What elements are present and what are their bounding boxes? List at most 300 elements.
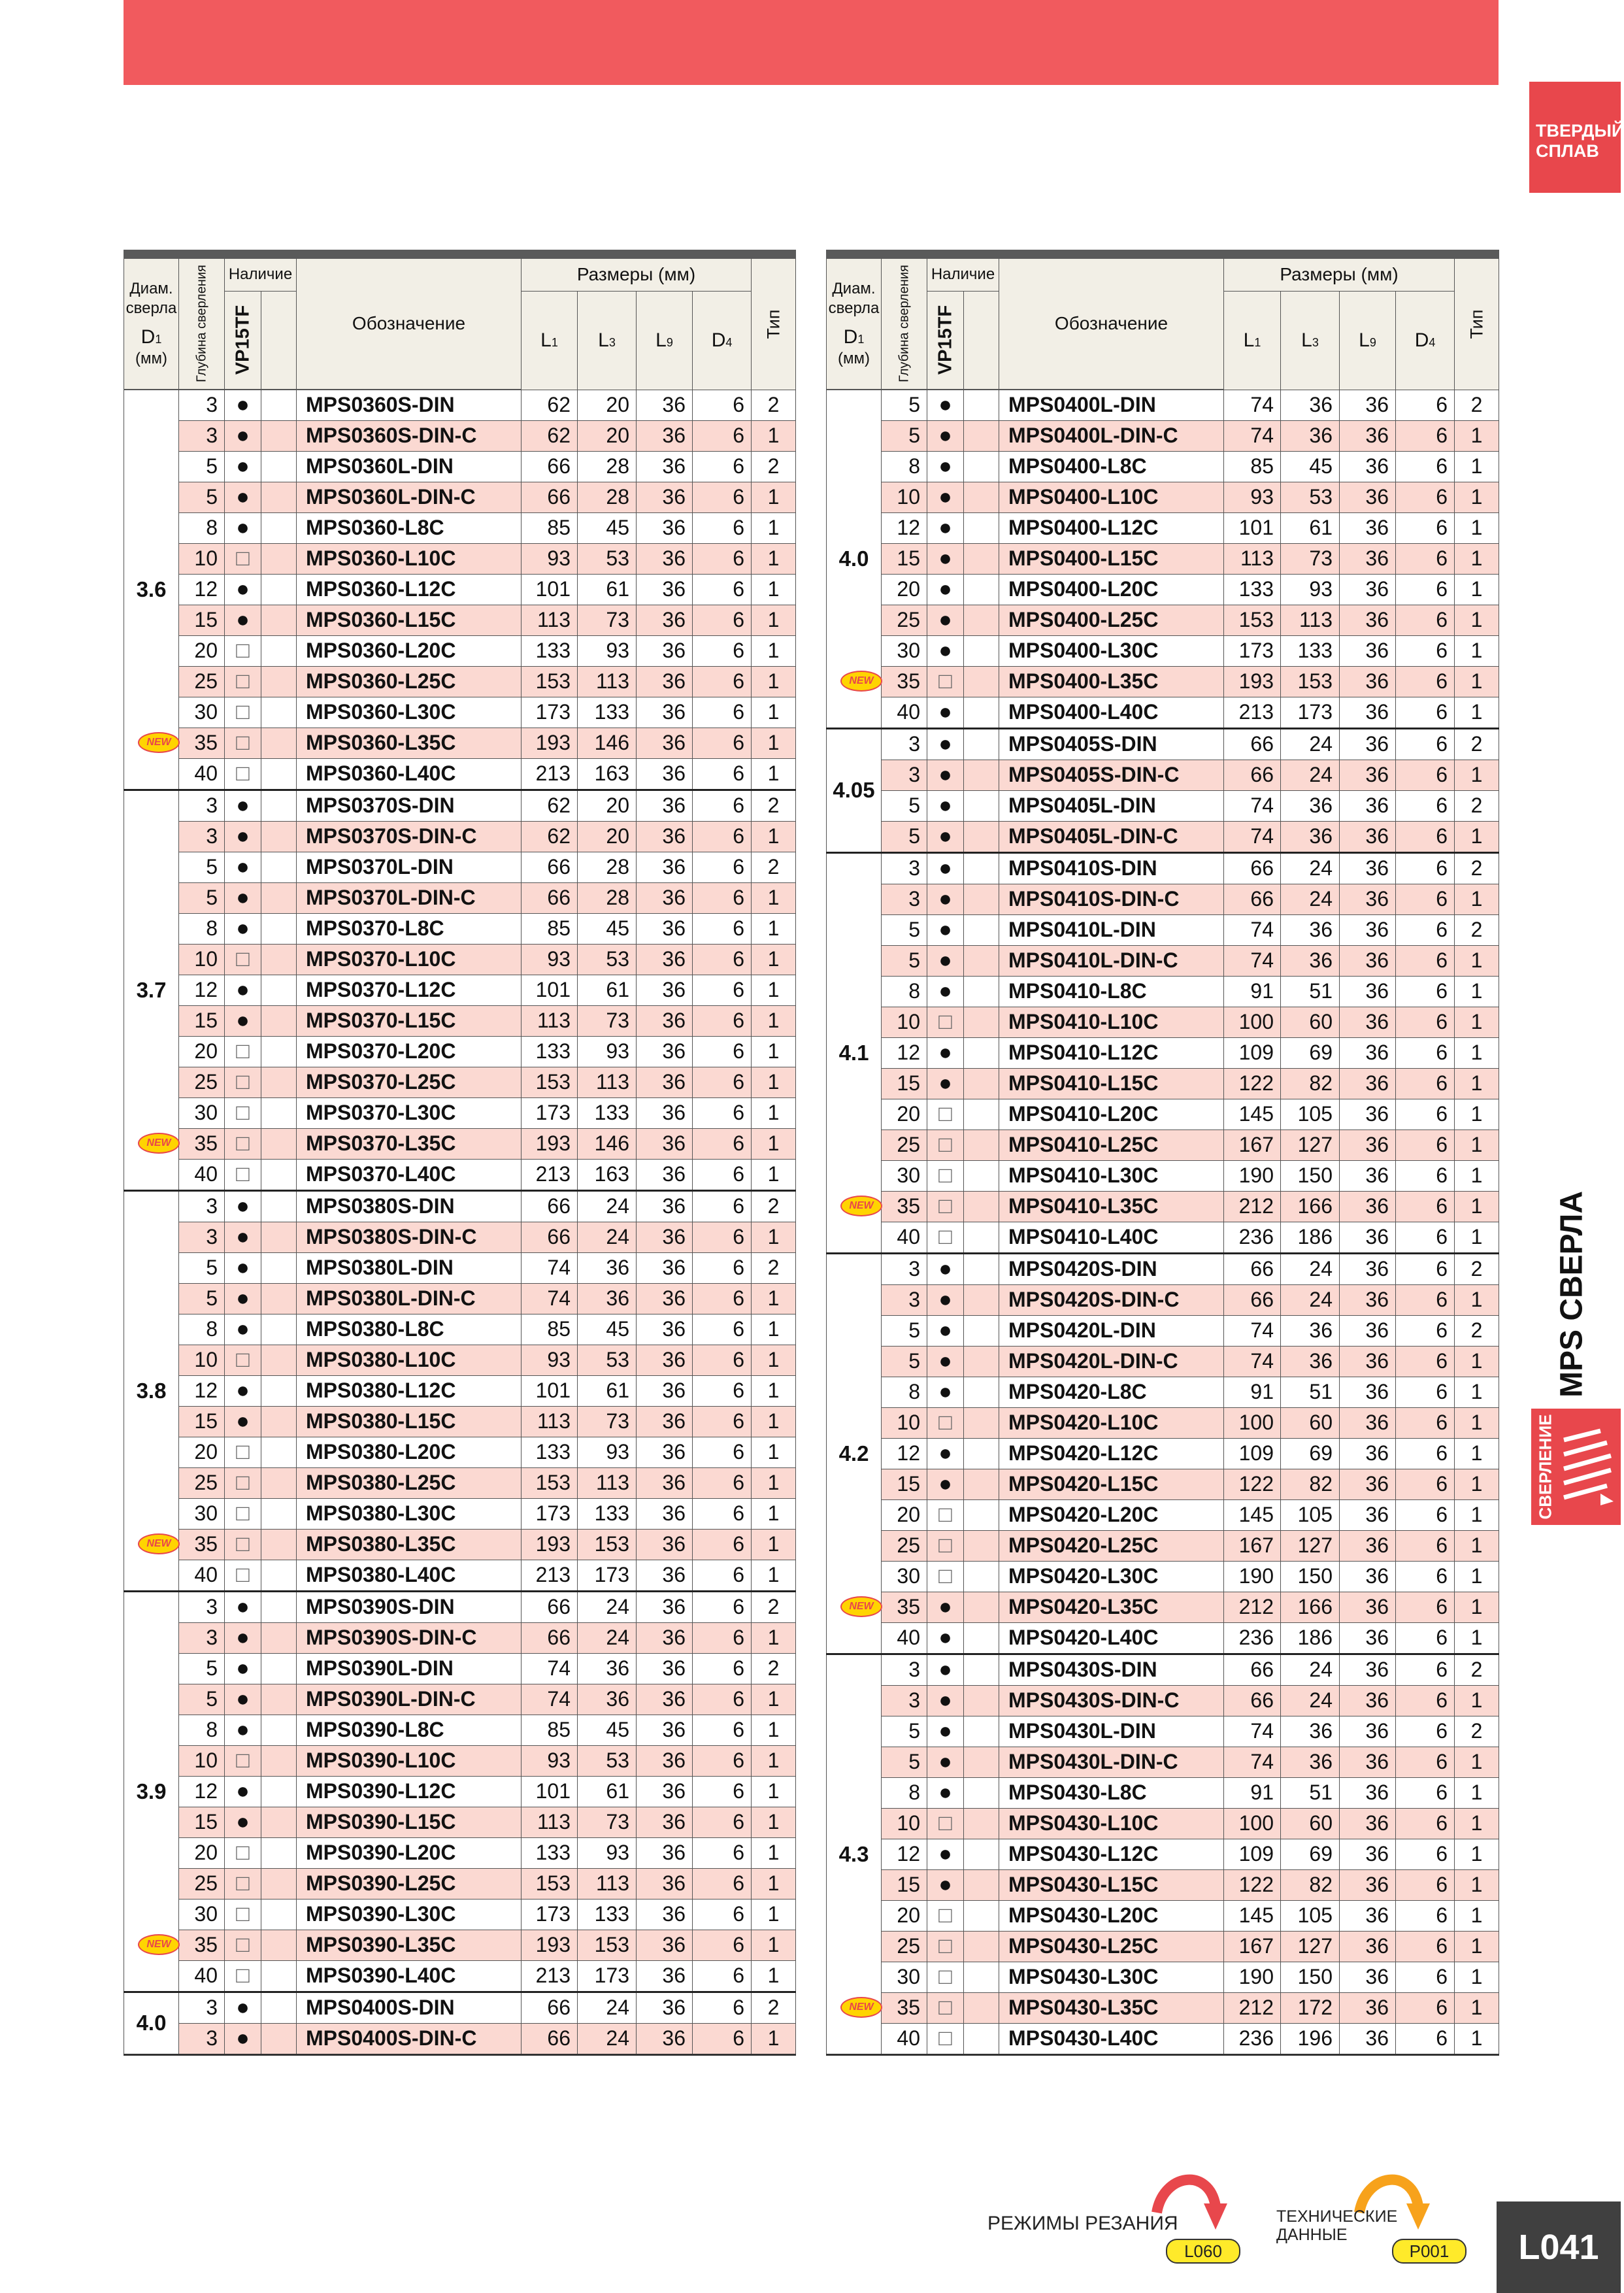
- l9-cell: 36: [637, 852, 693, 882]
- d4-cell: 6: [693, 1190, 752, 1222]
- l9-cell: 36: [1340, 1808, 1396, 1839]
- l9-cell: 36: [1340, 884, 1396, 914]
- l9-cell: 36: [1340, 2023, 1396, 2054]
- l9-cell: 36: [637, 1745, 693, 1776]
- in-stock-icon: ●: [927, 760, 964, 790]
- type-cell: 1: [752, 1406, 796, 1437]
- table-row: [827, 1499, 1499, 1530]
- l1-cell: 193: [522, 1128, 578, 1159]
- code-cell: MPS0380-L40C: [297, 1560, 522, 1591]
- table-row: [124, 482, 796, 512]
- d4-cell: 6: [1396, 1622, 1455, 1654]
- l3-cell: 166: [1281, 1592, 1340, 1622]
- page-number: L041: [1497, 2201, 1621, 2293]
- code-cell: MPS0430S-DIN: [999, 1654, 1224, 1685]
- depth-cell: 10: [882, 1808, 927, 1839]
- in-stock-icon: ●: [927, 976, 964, 1007]
- l9-cell: 36: [1340, 1407, 1396, 1438]
- availability-blank-cell: [964, 790, 999, 821]
- in-stock-icon: ●: [927, 482, 964, 512]
- code-cell: MPS0410-L40C: [999, 1222, 1224, 1253]
- code-cell: MPS0380-L12C: [297, 1375, 522, 1406]
- in-stock-icon: ●: [927, 1869, 964, 1900]
- spec-table-left: [124, 250, 796, 2056]
- type-cell: 1: [1455, 1007, 1499, 1037]
- type-cell: 1: [752, 1375, 796, 1406]
- d4-cell: 6: [693, 728, 752, 758]
- availability-blank-cell: [261, 1560, 297, 1591]
- depth-cell: 8: [882, 451, 927, 482]
- table-row: [124, 1992, 796, 2023]
- in-stock-icon: ●: [927, 1716, 964, 1747]
- code-cell: MPS0400L-DIN-C: [999, 420, 1224, 451]
- depth-cell: 15: [882, 1469, 927, 1499]
- code-cell: MPS0410-L35C: [999, 1191, 1224, 1222]
- l9-cell: 36: [637, 1406, 693, 1437]
- type-cell: 1: [752, 1745, 796, 1776]
- in-stock-icon: ●: [225, 482, 261, 512]
- d4-cell: 6: [693, 1560, 752, 1591]
- l3-cell: 61: [1281, 512, 1340, 543]
- availability-blank-cell: [261, 1930, 297, 1960]
- table-row: [827, 1160, 1499, 1191]
- l9-cell: 36: [637, 1067, 693, 1097]
- in-stock-icon: ●: [927, 821, 964, 852]
- l3-cell: 93: [578, 1036, 637, 1067]
- l1-cell: 113: [522, 605, 578, 635]
- l9-cell: 36: [637, 1498, 693, 1529]
- type-cell: 1: [1455, 1992, 1499, 2023]
- d4-cell: 6: [1396, 697, 1455, 728]
- l3-cell: 45: [578, 512, 637, 543]
- l9-cell: 36: [1340, 914, 1396, 945]
- availability-blank-cell: [964, 821, 999, 852]
- type-cell: 1: [1455, 1685, 1499, 1716]
- code-cell: MPS0360-L30C: [297, 697, 522, 728]
- diameter-cell: 4.0: [827, 390, 882, 728]
- l9-cell: 36: [1340, 1992, 1396, 2023]
- d4-cell: 6: [1396, 914, 1455, 945]
- code-cell: MPS0400-L30C: [999, 635, 1224, 666]
- l9-cell: 36: [1340, 635, 1396, 666]
- depth-cell: 5: [882, 945, 927, 976]
- l1-cell: 85: [1224, 451, 1281, 482]
- type-cell: 1: [752, 1776, 796, 1807]
- depth-cell: 3: [179, 1190, 225, 1222]
- in-stock-icon: ●: [225, 1807, 261, 1837]
- d4-cell: 6: [1396, 2023, 1455, 2054]
- l3-cell: 45: [578, 1715, 637, 1745]
- l1-cell: 193: [522, 1529, 578, 1560]
- in-stock-icon: ●: [225, 1252, 261, 1283]
- depth-cell: 30: [179, 697, 225, 728]
- code-cell: MPS0360S-DIN: [297, 390, 522, 420]
- depth-cell: 5: [882, 1315, 927, 1346]
- code-cell: MPS0390-L15C: [297, 1807, 522, 1837]
- on-order-icon: □: [927, 1499, 964, 1530]
- table-row: [124, 1437, 796, 1467]
- l1-cell: 74: [1224, 1716, 1281, 1747]
- header-l3: L3: [1281, 291, 1340, 390]
- d4-cell: 6: [1396, 1685, 1455, 1716]
- l9-cell: 36: [637, 605, 693, 635]
- table-row: [827, 1191, 1499, 1222]
- table-row: [827, 512, 1499, 543]
- l1-cell: 173: [522, 1097, 578, 1128]
- on-order-icon: □: [927, 1099, 964, 1130]
- l1-cell: 101: [522, 574, 578, 605]
- l1-cell: 109: [1224, 1037, 1281, 1068]
- in-stock-icon: ●: [225, 390, 261, 420]
- l1-cell: 62: [522, 420, 578, 451]
- l1-cell: 74: [522, 1684, 578, 1715]
- d4-cell: 6: [1396, 1992, 1455, 2023]
- type-cell: 1: [752, 1314, 796, 1345]
- header-designation: Обозначение: [999, 254, 1224, 389]
- code-cell: MPS0380-L10C: [297, 1345, 522, 1375]
- top-color-band: [124, 0, 1499, 85]
- d4-cell: 6: [1396, 790, 1455, 821]
- on-order-icon: □: [225, 1437, 261, 1467]
- availability-blank-cell: [261, 1467, 297, 1498]
- type-cell: 1: [1455, 1037, 1499, 1068]
- table-row: [827, 1068, 1499, 1099]
- availability-blank-cell: [964, 1530, 999, 1561]
- availability-blank-cell: [261, 1529, 297, 1560]
- on-order-icon: □: [927, 666, 964, 697]
- l3-cell: 150: [1281, 1962, 1340, 1992]
- depth-cell: 40: [882, 2023, 927, 2054]
- l9-cell: 36: [1340, 1592, 1396, 1622]
- l1-cell: 101: [522, 1375, 578, 1406]
- table-row: [827, 1808, 1499, 1839]
- l9-cell: 36: [1340, 543, 1396, 574]
- on-order-icon: □: [225, 1960, 261, 1992]
- code-cell: MPS0360-L35C: [297, 728, 522, 758]
- availability-blank-cell: [964, 760, 999, 790]
- availability-blank-cell: [964, 635, 999, 666]
- availability-blank-cell: [261, 975, 297, 1005]
- depth-cell: 40: [179, 1159, 225, 1190]
- section-tab-drilling[interactable]: [1531, 1409, 1621, 1525]
- l1-cell: 93: [522, 1745, 578, 1776]
- depth-cell: 20: [179, 635, 225, 666]
- in-stock-icon: ●: [927, 728, 964, 760]
- l1-cell: 153: [522, 1467, 578, 1498]
- l9-cell: 36: [1340, 1869, 1396, 1900]
- l9-cell: 36: [1340, 1253, 1396, 1284]
- on-order-icon: □: [225, 1837, 261, 1868]
- table-row: [827, 543, 1499, 574]
- l1-cell: 122: [1224, 1068, 1281, 1099]
- availability-blank-cell: [964, 1346, 999, 1377]
- l1-cell: 113: [522, 1406, 578, 1437]
- type-cell: 2: [1455, 1253, 1499, 1284]
- code-cell: MPS0400-L10C: [999, 482, 1224, 512]
- in-stock-icon: ●: [927, 1622, 964, 1654]
- code-cell: MPS0360-L20C: [297, 635, 522, 666]
- d4-cell: 6: [1396, 728, 1455, 760]
- l3-cell: 28: [578, 882, 637, 913]
- l3-cell: 93: [578, 635, 637, 666]
- type-cell: 1: [1455, 512, 1499, 543]
- table-row: [124, 1283, 796, 1314]
- depth-cell: 5: [179, 1684, 225, 1715]
- availability-blank-cell: [964, 605, 999, 635]
- code-cell: MPS0420S-DIN-C: [999, 1284, 1224, 1315]
- l1-cell: 213: [522, 1960, 578, 1992]
- l3-cell: 24: [1281, 884, 1340, 914]
- depth-cell: 25: [882, 1931, 927, 1962]
- l9-cell: 36: [1340, 1068, 1396, 1099]
- l3-cell: 73: [578, 1005, 637, 1036]
- d4-cell: 6: [1396, 821, 1455, 852]
- l1-cell: 173: [522, 1498, 578, 1529]
- type-cell: 1: [1455, 1530, 1499, 1561]
- code-cell: MPS0360S-DIN-C: [297, 420, 522, 451]
- type-cell: 2: [1455, 390, 1499, 420]
- l9-cell: 36: [637, 728, 693, 758]
- availability-blank-cell: [261, 944, 297, 975]
- in-stock-icon: ●: [225, 1314, 261, 1345]
- d4-cell: 6: [693, 1930, 752, 1960]
- d4-cell: 6: [1396, 605, 1455, 635]
- code-cell: MPS0380-L35C: [297, 1529, 522, 1560]
- d4-cell: 6: [693, 882, 752, 913]
- depth-cell: 30: [882, 1962, 927, 1992]
- d4-cell: 6: [1396, 1099, 1455, 1130]
- in-stock-icon: ●: [225, 1222, 261, 1252]
- tab-label-line2: СПЛАВ: [1536, 141, 1599, 161]
- availability-blank-cell: [964, 1900, 999, 1931]
- l1-cell: 167: [1224, 1530, 1281, 1561]
- d4-cell: 6: [693, 790, 752, 821]
- depth-cell: 3: [882, 852, 927, 884]
- type-cell: 1: [752, 1837, 796, 1868]
- code-cell: MPS0430-L15C: [999, 1869, 1224, 1900]
- availability-blank-cell: [261, 1190, 297, 1222]
- l3-cell: 105: [1281, 1900, 1340, 1931]
- depth-cell: 8: [882, 1777, 927, 1808]
- code-cell: MPS0410L-DIN: [999, 914, 1224, 945]
- d4-cell: 6: [693, 1097, 752, 1128]
- l3-cell: 93: [578, 1437, 637, 1467]
- l9-cell: 36: [1340, 945, 1396, 976]
- l1-cell: 100: [1224, 1407, 1281, 1438]
- diameter-cell: 3.6: [124, 390, 179, 790]
- in-stock-icon: ●: [225, 1622, 261, 1653]
- code-cell: MPS0430-L30C: [999, 1962, 1224, 1992]
- type-cell: 1: [1455, 1346, 1499, 1377]
- l3-cell: 113: [1281, 605, 1340, 635]
- availability-blank-cell: [964, 1407, 999, 1438]
- availability-blank-cell: [261, 1005, 297, 1036]
- code-cell: MPS0360-L15C: [297, 605, 522, 635]
- l9-cell: 36: [637, 1345, 693, 1375]
- l1-cell: 74: [522, 1252, 578, 1283]
- l9-cell: 36: [1340, 976, 1396, 1007]
- l9-cell: 36: [1340, 1747, 1396, 1777]
- d4-cell: 6: [1396, 1747, 1455, 1777]
- availability-blank-cell: [964, 1099, 999, 1130]
- in-stock-icon: ●: [225, 1406, 261, 1437]
- table-row: [124, 1591, 796, 1622]
- l1-cell: 101: [1224, 512, 1281, 543]
- type-cell: 1: [1455, 1222, 1499, 1253]
- depth-cell: 12: [882, 1839, 927, 1869]
- table-row: [124, 543, 796, 574]
- on-order-icon: □: [225, 1529, 261, 1560]
- diameter-cell: 4.05: [827, 728, 882, 852]
- availability-blank-cell: [261, 1745, 297, 1776]
- availability-blank-cell: [964, 1499, 999, 1530]
- l1-cell: 193: [522, 728, 578, 758]
- new-badge: NEW: [138, 732, 180, 753]
- depth-cell: 8: [179, 512, 225, 543]
- technical-data-ref-link[interactable]: P001: [1392, 2239, 1467, 2264]
- l1-cell: 173: [522, 1899, 578, 1930]
- in-stock-icon: ●: [927, 1592, 964, 1622]
- l3-cell: 196: [1281, 2023, 1340, 2054]
- l1-cell: 133: [522, 1437, 578, 1467]
- d4-cell: 6: [1396, 1900, 1455, 1931]
- cutting-modes-label: РЕЖИМЫ РЕЗАНИЯ: [987, 2213, 1178, 2234]
- in-stock-icon: ●: [927, 605, 964, 635]
- type-cell: 1: [1455, 697, 1499, 728]
- l1-cell: 85: [522, 1715, 578, 1745]
- d4-cell: 6: [1396, 482, 1455, 512]
- d4-cell: 6: [693, 1529, 752, 1560]
- availability-blank-cell: [964, 1622, 999, 1654]
- code-cell: MPS0410-L20C: [999, 1099, 1224, 1130]
- d4-cell: 6: [693, 1684, 752, 1715]
- d4-cell: 6: [693, 635, 752, 666]
- table-row: [827, 1130, 1499, 1160]
- l3-cell: 73: [578, 1807, 637, 1837]
- type-cell: 1: [1455, 1747, 1499, 1777]
- table-row: [124, 1159, 796, 1190]
- depth-cell: 5: [179, 482, 225, 512]
- depth-cell: 15: [179, 1005, 225, 1036]
- l1-cell: 153: [522, 1067, 578, 1097]
- l9-cell: 36: [637, 1560, 693, 1591]
- code-cell: MPS0430-L10C: [999, 1808, 1224, 1839]
- availability-blank-cell: [261, 1837, 297, 1868]
- table-row: [827, 945, 1499, 976]
- l3-cell: 53: [578, 1745, 637, 1776]
- l9-cell: 36: [1340, 574, 1396, 605]
- l1-cell: 145: [1224, 1900, 1281, 1931]
- d4-cell: 6: [1396, 666, 1455, 697]
- in-stock-icon: ●: [225, 882, 261, 913]
- code-cell: MPS0370-L35C: [297, 1128, 522, 1159]
- l3-cell: 82: [1281, 1869, 1340, 1900]
- on-order-icon: □: [927, 1561, 964, 1592]
- depth-cell: 20: [882, 574, 927, 605]
- d4-cell: 6: [1396, 852, 1455, 884]
- code-cell: MPS0390L-DIN: [297, 1653, 522, 1684]
- l3-cell: 24: [1281, 1284, 1340, 1315]
- d4-cell: 6: [693, 1992, 752, 2023]
- type-cell: 1: [1455, 760, 1499, 790]
- depth-cell: 10: [179, 1345, 225, 1375]
- type-cell: 2: [752, 451, 796, 482]
- l1-cell: 100: [1224, 1808, 1281, 1839]
- l1-cell: 113: [522, 1807, 578, 1837]
- availability-blank-cell: [261, 1591, 297, 1622]
- code-cell: MPS0400-L40C: [999, 697, 1224, 728]
- side-title-text: MPS СВЕРЛА: [1554, 1190, 1589, 1398]
- l1-cell: 153: [522, 666, 578, 697]
- table-row: [827, 1284, 1499, 1315]
- type-cell: 1: [752, 1868, 796, 1899]
- type-cell: 1: [1455, 1099, 1499, 1130]
- code-cell: MPS0420-L25C: [999, 1530, 1224, 1561]
- type-cell: 1: [752, 635, 796, 666]
- type-cell: 1: [752, 1498, 796, 1529]
- l9-cell: 36: [1340, 760, 1396, 790]
- type-cell: 1: [752, 821, 796, 852]
- depth-cell: 10: [179, 1745, 225, 1776]
- l3-cell: 69: [1281, 1438, 1340, 1469]
- depth-cell: 12: [882, 1037, 927, 1068]
- type-cell: 1: [1455, 1900, 1499, 1931]
- table-row: [827, 574, 1499, 605]
- header-l1: L1: [522, 291, 578, 390]
- table-row: [124, 1899, 796, 1930]
- l1-cell: 122: [1224, 1469, 1281, 1499]
- availability-blank-cell: [964, 1438, 999, 1469]
- type-cell: 2: [1455, 790, 1499, 821]
- table-row: [124, 1776, 796, 1807]
- table-row: [124, 1222, 796, 1252]
- l3-cell: 24: [1281, 728, 1340, 760]
- l9-cell: 36: [1340, 1037, 1396, 1068]
- l3-cell: 173: [578, 1960, 637, 1992]
- availability-blank-cell: [964, 1962, 999, 1992]
- l9-cell: 36: [637, 1159, 693, 1190]
- depth-cell: 30: [882, 635, 927, 666]
- l3-cell: 20: [578, 390, 637, 420]
- l9-cell: 36: [637, 574, 693, 605]
- drill-stripes-icon: [1561, 1428, 1615, 1507]
- l1-cell: 93: [522, 944, 578, 975]
- availability-blank-cell: [964, 1377, 999, 1407]
- availability-blank-cell: [261, 543, 297, 574]
- l9-cell: 36: [637, 790, 693, 821]
- code-cell: MPS0380-L15C: [297, 1406, 522, 1437]
- on-order-icon: □: [225, 1467, 261, 1498]
- category-tab-solid-carbide[interactable]: [1529, 82, 1624, 193]
- type-cell: 2: [752, 852, 796, 882]
- code-cell: MPS0360L-DIN: [297, 451, 522, 482]
- l3-cell: 93: [1281, 574, 1340, 605]
- l3-cell: 36: [1281, 1716, 1340, 1747]
- l3-cell: 36: [1281, 945, 1340, 976]
- cutting-modes-ref-link[interactable]: L060: [1166, 2239, 1240, 2264]
- l1-cell: 74: [1224, 420, 1281, 451]
- depth-cell: 5: [882, 1716, 927, 1747]
- in-stock-icon: ●: [927, 1747, 964, 1777]
- l3-cell: 24: [1281, 852, 1340, 884]
- d4-cell: 6: [1396, 1592, 1455, 1622]
- availability-blank-cell: [964, 666, 999, 697]
- code-cell: MPS0430L-DIN: [999, 1716, 1224, 1747]
- l9-cell: 36: [1340, 420, 1396, 451]
- table-row: [827, 914, 1499, 945]
- l9-cell: 36: [637, 1529, 693, 1560]
- l9-cell: 36: [637, 913, 693, 944]
